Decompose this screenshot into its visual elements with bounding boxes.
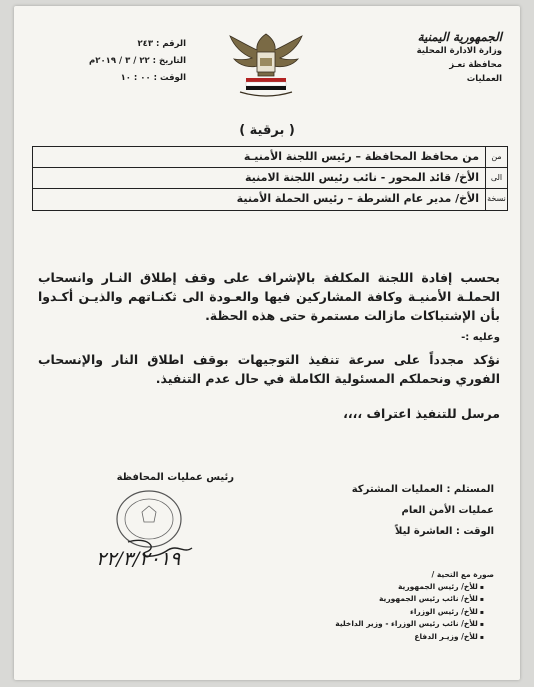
body-conjunction: وعليه :- [461, 332, 500, 343]
ministry-name: وزارة الادارة المحلية [416, 46, 502, 56]
list-item: ▪ للأخ/ وزيـر الدفاع [274, 631, 484, 644]
unit-name: العمليات [466, 74, 502, 84]
receiver-line-2: عمليات الأمن العام [401, 505, 494, 516]
addressing-row [33, 168, 507, 189]
reference-block [36, 36, 186, 87]
receive-time: الوقت : العاشرة ليلاً [395, 526, 494, 537]
copy-to-block [274, 569, 494, 643]
list-item: ▪ للأخ/ نائب رئيس الوزراء - وزير الداخلية [274, 618, 484, 631]
document-type: ( برقية ) [239, 123, 295, 138]
governorate-name: محافظة تعـز [449, 60, 502, 70]
addressing-row [33, 147, 507, 168]
reference-number: الرقم : ٢٤٣ [137, 39, 186, 49]
addressing-label: الى [485, 168, 507, 188]
eagle-emblem-icon [226, 28, 306, 100]
reference-time: الوقت : ٠٠ : ١٠ [120, 73, 186, 83]
list-item: ▪ للأخ/ رئيس الوزراء [274, 606, 484, 619]
body-paragraph-1: بحسب إفادة اللجنة المكلفة بالإشراف على وقف إطلاق النـار وانسحاب الحملـة الأمنيـة وكافة المشاركين فيها والعـودة الى ثكنـاتهم والذيـن أكـدوا بأن الإشتباكات مازالت مستمرة حتى هذه الحظة. [38, 270, 500, 323]
list-item: ▪ للأخ/ رئيس الجمهورية [274, 581, 484, 594]
handwritten-date: ٢٢/٣/٢٠١٩ [96, 548, 181, 570]
signature-left-title: رئيس عمليات المحافظة [116, 472, 234, 483]
addressing-row [33, 189, 507, 210]
addressing-label: من [485, 147, 507, 167]
telegram-document [14, 6, 520, 680]
republic-name: الجمهورية اليمنية [417, 30, 502, 44]
receiver-block [294, 479, 494, 542]
copy-to-list [274, 581, 494, 644]
receiver-line: المستلم : العمليات المشتركة [351, 484, 494, 495]
reference-date: التاريخ : ٢٢ / ٣ / ٢٠١٩م [89, 56, 186, 66]
telegram-body [38, 268, 500, 426]
addressing-value: من محافظ المحافظة – رئيس اللجنة الأمنيـة [243, 150, 479, 163]
addressing-value: الأخ/ قائد المحور - نائب رئيس اللجنة الامنية [245, 171, 479, 184]
body-paragraph-2: نؤكد مجدداً على سرعة تنفيذ التوجيهات بوقف اطلاق النار والإنسحاب الفوري ونحملكم المسئولية الكاملة في حال عدم التنفيذ. [38, 352, 500, 386]
addressing-label: نسخة [485, 189, 507, 210]
addressing-table [32, 146, 508, 211]
body-closing: مرسل للتنفيذ اعتراف ،،،، [343, 406, 500, 421]
list-item: ▪ للأخ/ نائب رئيس الجمهورية [274, 593, 484, 606]
copy-to-heading: صورة مع التحية / [431, 570, 494, 579]
addressing-value: الأخ/ مدير عام الشرطة – رئيس الحملة الأمنية [236, 192, 479, 205]
letterhead-right [372, 30, 502, 86]
